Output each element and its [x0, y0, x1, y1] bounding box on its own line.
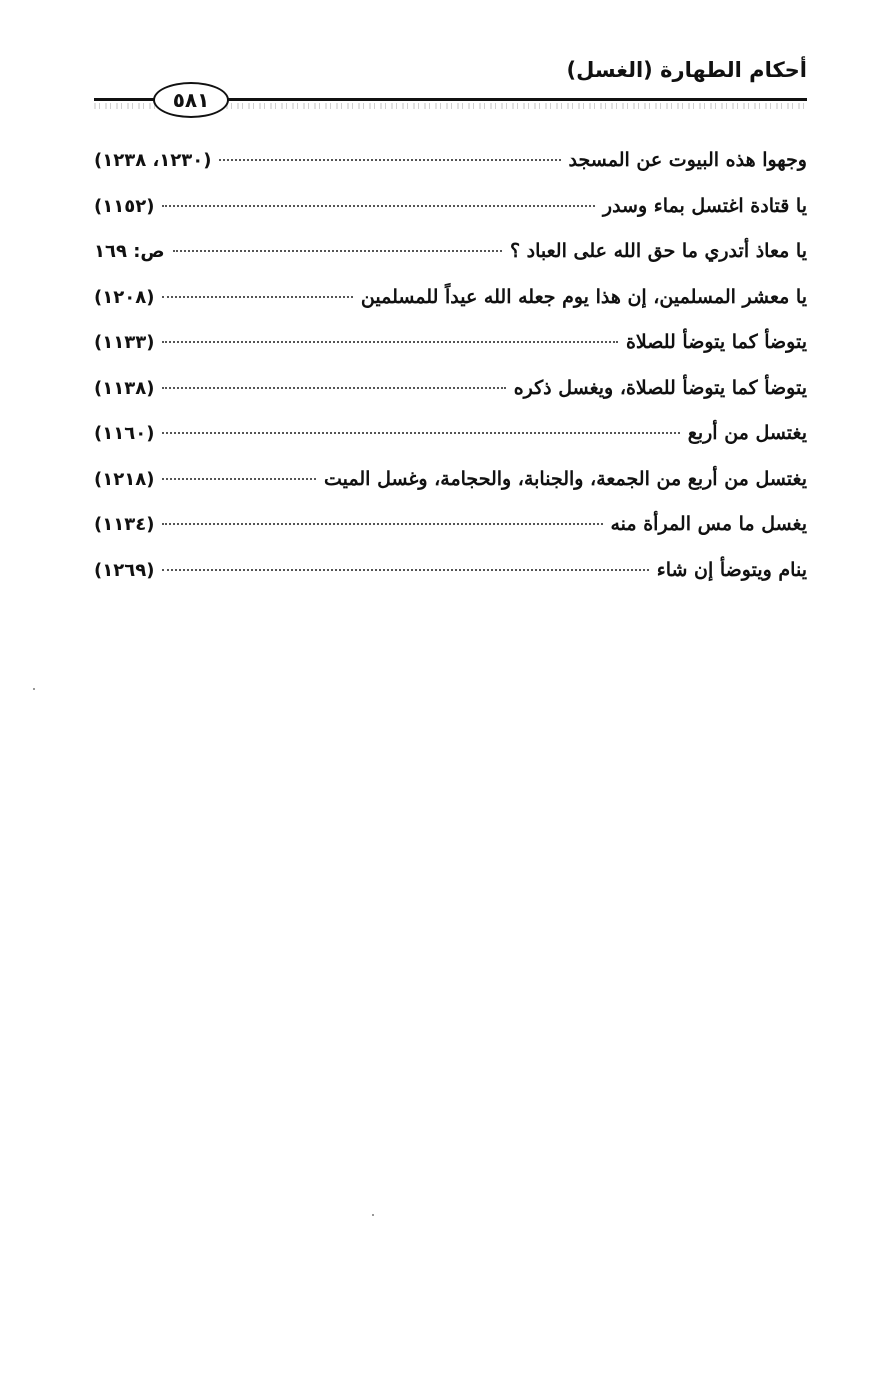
paper-speck: [372, 1214, 374, 1216]
entry-text: ينام ويتوضأ إن شاء: [656, 558, 807, 581]
entry-text: يا معشر المسلمين، إن هذا يوم جعله الله عيداً للمسلمين: [360, 285, 807, 308]
entry-reference: ص: ١٦٩: [94, 241, 165, 262]
entry-reference: (١١٣٨): [94, 377, 155, 399]
dot-leader: [162, 523, 602, 525]
dot-leader: [162, 341, 618, 343]
entry-text: يغتسل من أربع من الجمعة، والجنابة، والحجامة، وغسل الميت: [324, 467, 807, 490]
entry-reference: (١٢٠٨): [94, 286, 155, 308]
dot-leader: [162, 569, 648, 571]
entry-reference: (١٢٦٩): [94, 559, 155, 581]
index-entry: [94, 415, 807, 461]
dot-leader: [219, 159, 560, 161]
dot-leader: [162, 478, 316, 480]
entry-text: يا قتادة اغتسل بماء وسدر: [602, 194, 807, 217]
dot-leader: [162, 387, 505, 389]
entry-reference: (١٢١٨): [94, 468, 155, 490]
entry-text: يتوضأ كما يتوضأ للصلاة، ويغسل ذكره: [513, 376, 807, 399]
paper-speck: [33, 688, 35, 690]
index-entry: [94, 370, 807, 416]
index-entry: [94, 233, 807, 279]
index-entry: [94, 506, 807, 552]
entry-text: يتوضأ كما يتوضأ للصلاة: [625, 331, 807, 353]
entry-reference: (١١٥٢): [94, 195, 155, 217]
entry-reference: (١١٣٣): [94, 332, 155, 353]
entry-text: يا معاذ أتدري ما حق الله على العباد ؟: [509, 240, 807, 262]
dot-leader: [162, 296, 352, 298]
index-entry: [94, 142, 807, 188]
dot-leader: [162, 432, 679, 434]
index-entry: [94, 324, 807, 370]
page-number: ٥٨١: [153, 82, 229, 118]
entry-text: يغسل ما مس المرأة منه: [610, 513, 807, 535]
index-entry: [94, 279, 807, 325]
entry-text: يغتسل من أربع: [687, 422, 807, 444]
entry-reference: (١٢٣٠، ١٢٣٨): [94, 150, 212, 171]
index-entry: [94, 188, 807, 234]
index-entry: [94, 552, 807, 598]
index-entry: [94, 461, 807, 507]
dot-leader: [162, 205, 594, 207]
running-title: أحكام الطهارة (الغسل): [566, 58, 807, 82]
entry-text: وجهوا هذه البيوت عن المسجد: [568, 149, 807, 171]
hadith-index-list: [94, 142, 807, 597]
entry-reference: (١١٦٠): [94, 423, 155, 444]
dot-leader: [173, 250, 502, 252]
entry-reference: (١١٣٤): [94, 514, 155, 535]
